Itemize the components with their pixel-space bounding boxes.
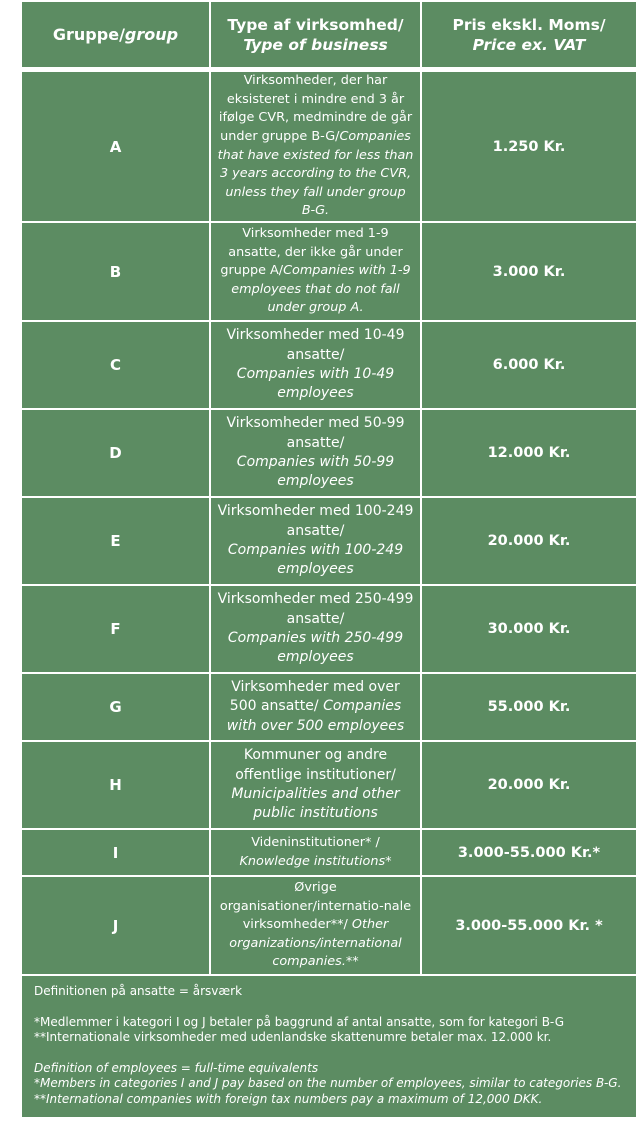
note-definition-da: Definitionen på ansatte = årsværk: [34, 984, 243, 998]
price-cell: 6.000 Kr.: [492, 357, 566, 373]
header-group-da: Gruppe/: [52, 24, 125, 44]
header-group: [22, 2, 211, 67]
description-cell: [211, 498, 422, 584]
price-cell: 3.000 Kr.: [492, 263, 566, 280]
pricing-table: [22, 2, 636, 1117]
description-cell: [211, 830, 422, 875]
description-cell: [211, 586, 422, 672]
description-da: Virksomheder med 50-99 ansatte/: [226, 415, 405, 451]
description-en: Companies with 1-9 employees that do not fall under group A.: [231, 263, 411, 316]
group-cell: A: [22, 72, 211, 221]
description-en: Companies with 100-249 employees: [227, 542, 404, 578]
description-cell: [211, 72, 422, 221]
description-en: Companies with 50-99 employees: [236, 454, 395, 490]
description-en: Municipalities and other public institutions: [231, 786, 400, 822]
note-definition-en: Definition of employees = full-time equivalents: [34, 1060, 319, 1075]
description-da: Virksomheder med 10-49 ansatte/: [226, 327, 405, 363]
footnotes: [22, 976, 636, 1117]
description-da: Virksomheder med over 500 ansatte/: [229, 678, 400, 715]
note-members-en: *Members in categories I and J pay based on the number of employees, similar to categories B-G.: [34, 1076, 622, 1090]
group-cell: C: [22, 322, 211, 408]
table-row: [22, 72, 636, 221]
note-members-da: *Medlemmer i kategori I og J betaler på baggrund af antal ansatte, som for kategori B-G: [34, 1014, 564, 1029]
description-da: Videninstitutioner* /: [251, 834, 380, 850]
description-en: Knowledge institutions*: [239, 853, 392, 869]
note-international-da: **Internationale virksomheder med udenlandske skattenumre betaler max. 12.000 kr.: [34, 1030, 552, 1044]
description-cell: [211, 322, 422, 408]
header-price: [422, 2, 636, 67]
header-type-da: Type af virksomhed/: [227, 15, 404, 34]
description-cell: [211, 410, 422, 496]
group-cell: E: [22, 498, 211, 584]
table-header-row: [22, 2, 636, 67]
table-row: [22, 830, 636, 875]
header-price-en: Price ex. VAT: [472, 35, 586, 54]
group-cell: H: [22, 742, 211, 828]
header-type: [211, 2, 422, 67]
description-cell: [211, 877, 422, 974]
table-row: [22, 586, 636, 672]
description-en: Companies with over 500 employees: [226, 698, 405, 734]
table-row: [22, 322, 636, 408]
description-cell: [211, 742, 422, 828]
group-cell: D: [22, 410, 211, 496]
description-da: Kommuner og andre offentlige institutioner/: [235, 747, 396, 783]
price-cell: 12.000 Kr.: [487, 445, 571, 461]
description-cell: [211, 674, 422, 740]
description-da: Virksomheder, der har eksisteret i mindre end 3 år ifølge CVR, medmindre de går under gruppe B-G/: [218, 73, 413, 144]
table-row: [22, 674, 636, 740]
description-da: Øvrige organisationer/internatio-nale virksomheder**/: [219, 880, 412, 933]
description-da: Virksomheder med 1-9 ansatte, der ikke går under gruppe A/: [220, 226, 403, 279]
table-row: [22, 742, 636, 828]
price-cell: 55.000 Kr.: [487, 699, 571, 715]
header-group-en: group: [124, 24, 179, 44]
table-row: [22, 410, 636, 496]
note-international-en: **International companies with foreign tax numbers pay a maximum of 12,000 DKK.: [34, 1091, 543, 1106]
description-da: Virksomheder med 100-249 ansatte/: [217, 503, 414, 539]
header-price-da: Pris ekskl. Moms/: [452, 15, 606, 34]
price-cell: 20.000 Kr.: [487, 533, 571, 549]
group-cell: G: [22, 674, 211, 740]
price-cell: 1.250 Kr.: [492, 138, 566, 155]
description-cell: [211, 223, 422, 320]
description-en: Other organizations/international companies.**: [229, 917, 402, 970]
description-en: Companies with 10-49 employees: [236, 366, 395, 402]
table-row: [22, 498, 636, 584]
group-cell: J: [22, 877, 211, 974]
table-row: [22, 877, 636, 974]
price-cell: 30.000 Kr.: [487, 621, 571, 637]
description-en: Companies that have existed for less than 3 years according to the CVR, unless they fall under group B-G.: [217, 128, 414, 219]
group-cell: F: [22, 586, 211, 672]
description-en: Companies with 250-499 employees: [227, 630, 404, 666]
description-da: Virksomheder med 250-499 ansatte/: [217, 591, 414, 627]
price-cell: 20.000 Kr.: [487, 777, 571, 793]
group-cell: B: [22, 223, 211, 320]
table-row: [22, 223, 636, 320]
group-cell: I: [22, 830, 211, 875]
price-cell: 3.000-55.000 Kr. *: [455, 917, 603, 934]
header-type-en: Type of business: [243, 35, 388, 54]
price-cell: 3.000-55.000 Kr.*: [457, 844, 601, 861]
